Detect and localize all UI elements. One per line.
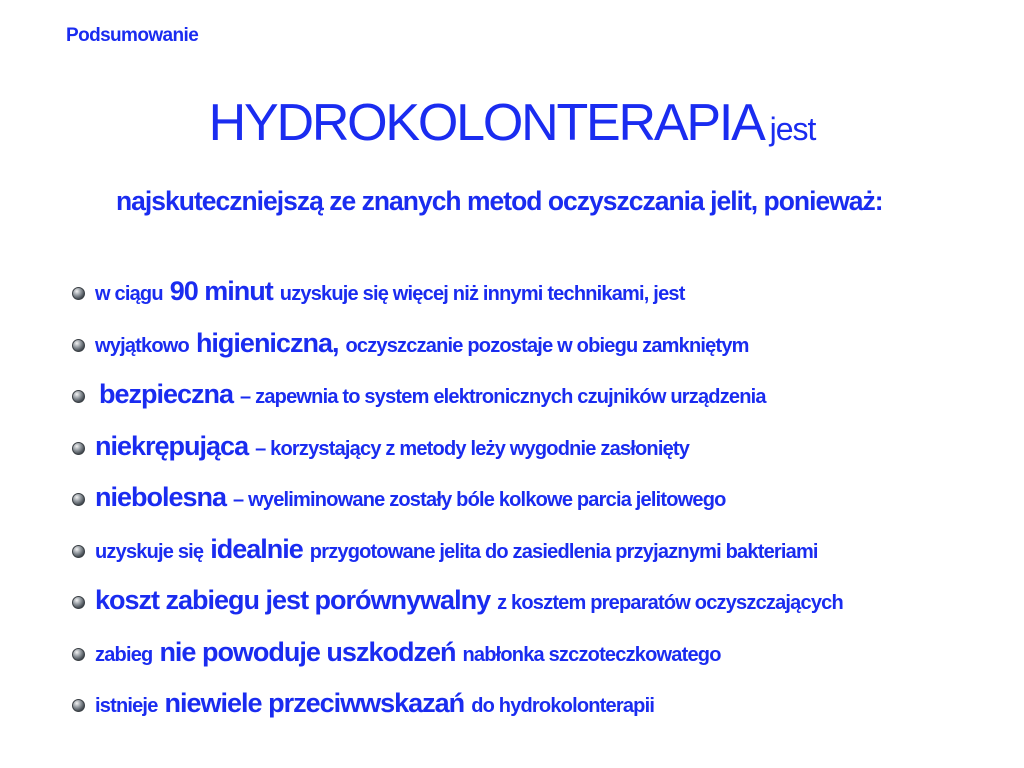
bullet-text-emphasis: 90 minut bbox=[169, 276, 273, 307]
bullet-text-rest: z kosztem preparatów oczyszczających bbox=[497, 592, 843, 615]
title-suffix: jest bbox=[769, 111, 816, 147]
bullet-icon bbox=[72, 390, 85, 403]
title bbox=[0, 93, 1024, 153]
bullet-text-emphasis: koszt zabiegu jest porównywalny bbox=[95, 585, 491, 616]
bullet-text-emphasis: higieniczna, bbox=[195, 327, 339, 358]
bullet-text-rest: uzyskuje się więcej niż innymi technikami, jest bbox=[279, 283, 685, 306]
bullet-text-emphasis: bezpieczna bbox=[99, 379, 234, 410]
bullet-text-emphasis: niewiele przeciwwskazań bbox=[164, 688, 465, 719]
list-item bbox=[72, 369, 843, 421]
bullet-icon bbox=[72, 493, 85, 506]
list-item bbox=[72, 524, 843, 576]
subtitle: najskuteczniejszą ze znanych metod oczyszczania jelit, ponieważ: bbox=[116, 186, 883, 216]
bullet-list bbox=[72, 266, 843, 730]
bullet-text-lead: wyjątkowo bbox=[95, 334, 189, 357]
bullet-text-rest: – wyeliminowane zostały bóle kolkowe parcia jelitowego bbox=[233, 489, 726, 512]
list-item bbox=[72, 421, 843, 473]
bullet-text-rest: przygotowane jelita do zasiedlenia przyjaznymi bakteriami bbox=[309, 540, 818, 563]
bullet-text-lead: uzyskuje się bbox=[95, 540, 204, 563]
list-item bbox=[72, 266, 843, 318]
bullet-text-emphasis: idealnie bbox=[210, 533, 303, 564]
bullet-text-rest: do hydrokolonterapii bbox=[471, 695, 655, 718]
bullet-icon bbox=[72, 339, 85, 352]
section-label: Podsumowanie bbox=[66, 25, 199, 46]
bullet-icon bbox=[72, 699, 85, 712]
bullet-icon bbox=[72, 545, 85, 558]
bullet-text-emphasis: niebolesna bbox=[95, 482, 227, 513]
list-item bbox=[72, 678, 843, 730]
bullet-text-lead: istnieje bbox=[95, 695, 158, 718]
bullet-text-rest: oczyszczanie pozostaje w obiegu zamkniętym bbox=[345, 334, 749, 357]
bullet-text-lead: zabieg bbox=[95, 643, 153, 666]
list-item bbox=[72, 472, 843, 524]
list-item bbox=[72, 575, 843, 627]
list-item bbox=[72, 627, 843, 679]
bullet-icon bbox=[72, 648, 85, 661]
bullet-text-rest: – zapewnia to system elektronicznych czujników urządzenia bbox=[240, 386, 766, 409]
bullet-text-lead: w ciągu bbox=[95, 283, 163, 306]
bullet-text-emphasis: nie powoduje uszkodzeń bbox=[159, 636, 456, 667]
title-main: HYDROKOLONTERAPIA bbox=[208, 94, 764, 152]
bullet-text-rest: nabłonka szczoteczkowatego bbox=[462, 643, 721, 666]
list-item bbox=[72, 318, 843, 370]
bullet-icon bbox=[72, 442, 85, 455]
bullet-icon bbox=[72, 287, 85, 300]
bullet-text-emphasis: niekrępująca bbox=[95, 430, 249, 461]
bullet-text-rest: – korzystający z metody leży wygodnie zasłonięty bbox=[255, 437, 690, 460]
bullet-icon bbox=[72, 596, 85, 609]
